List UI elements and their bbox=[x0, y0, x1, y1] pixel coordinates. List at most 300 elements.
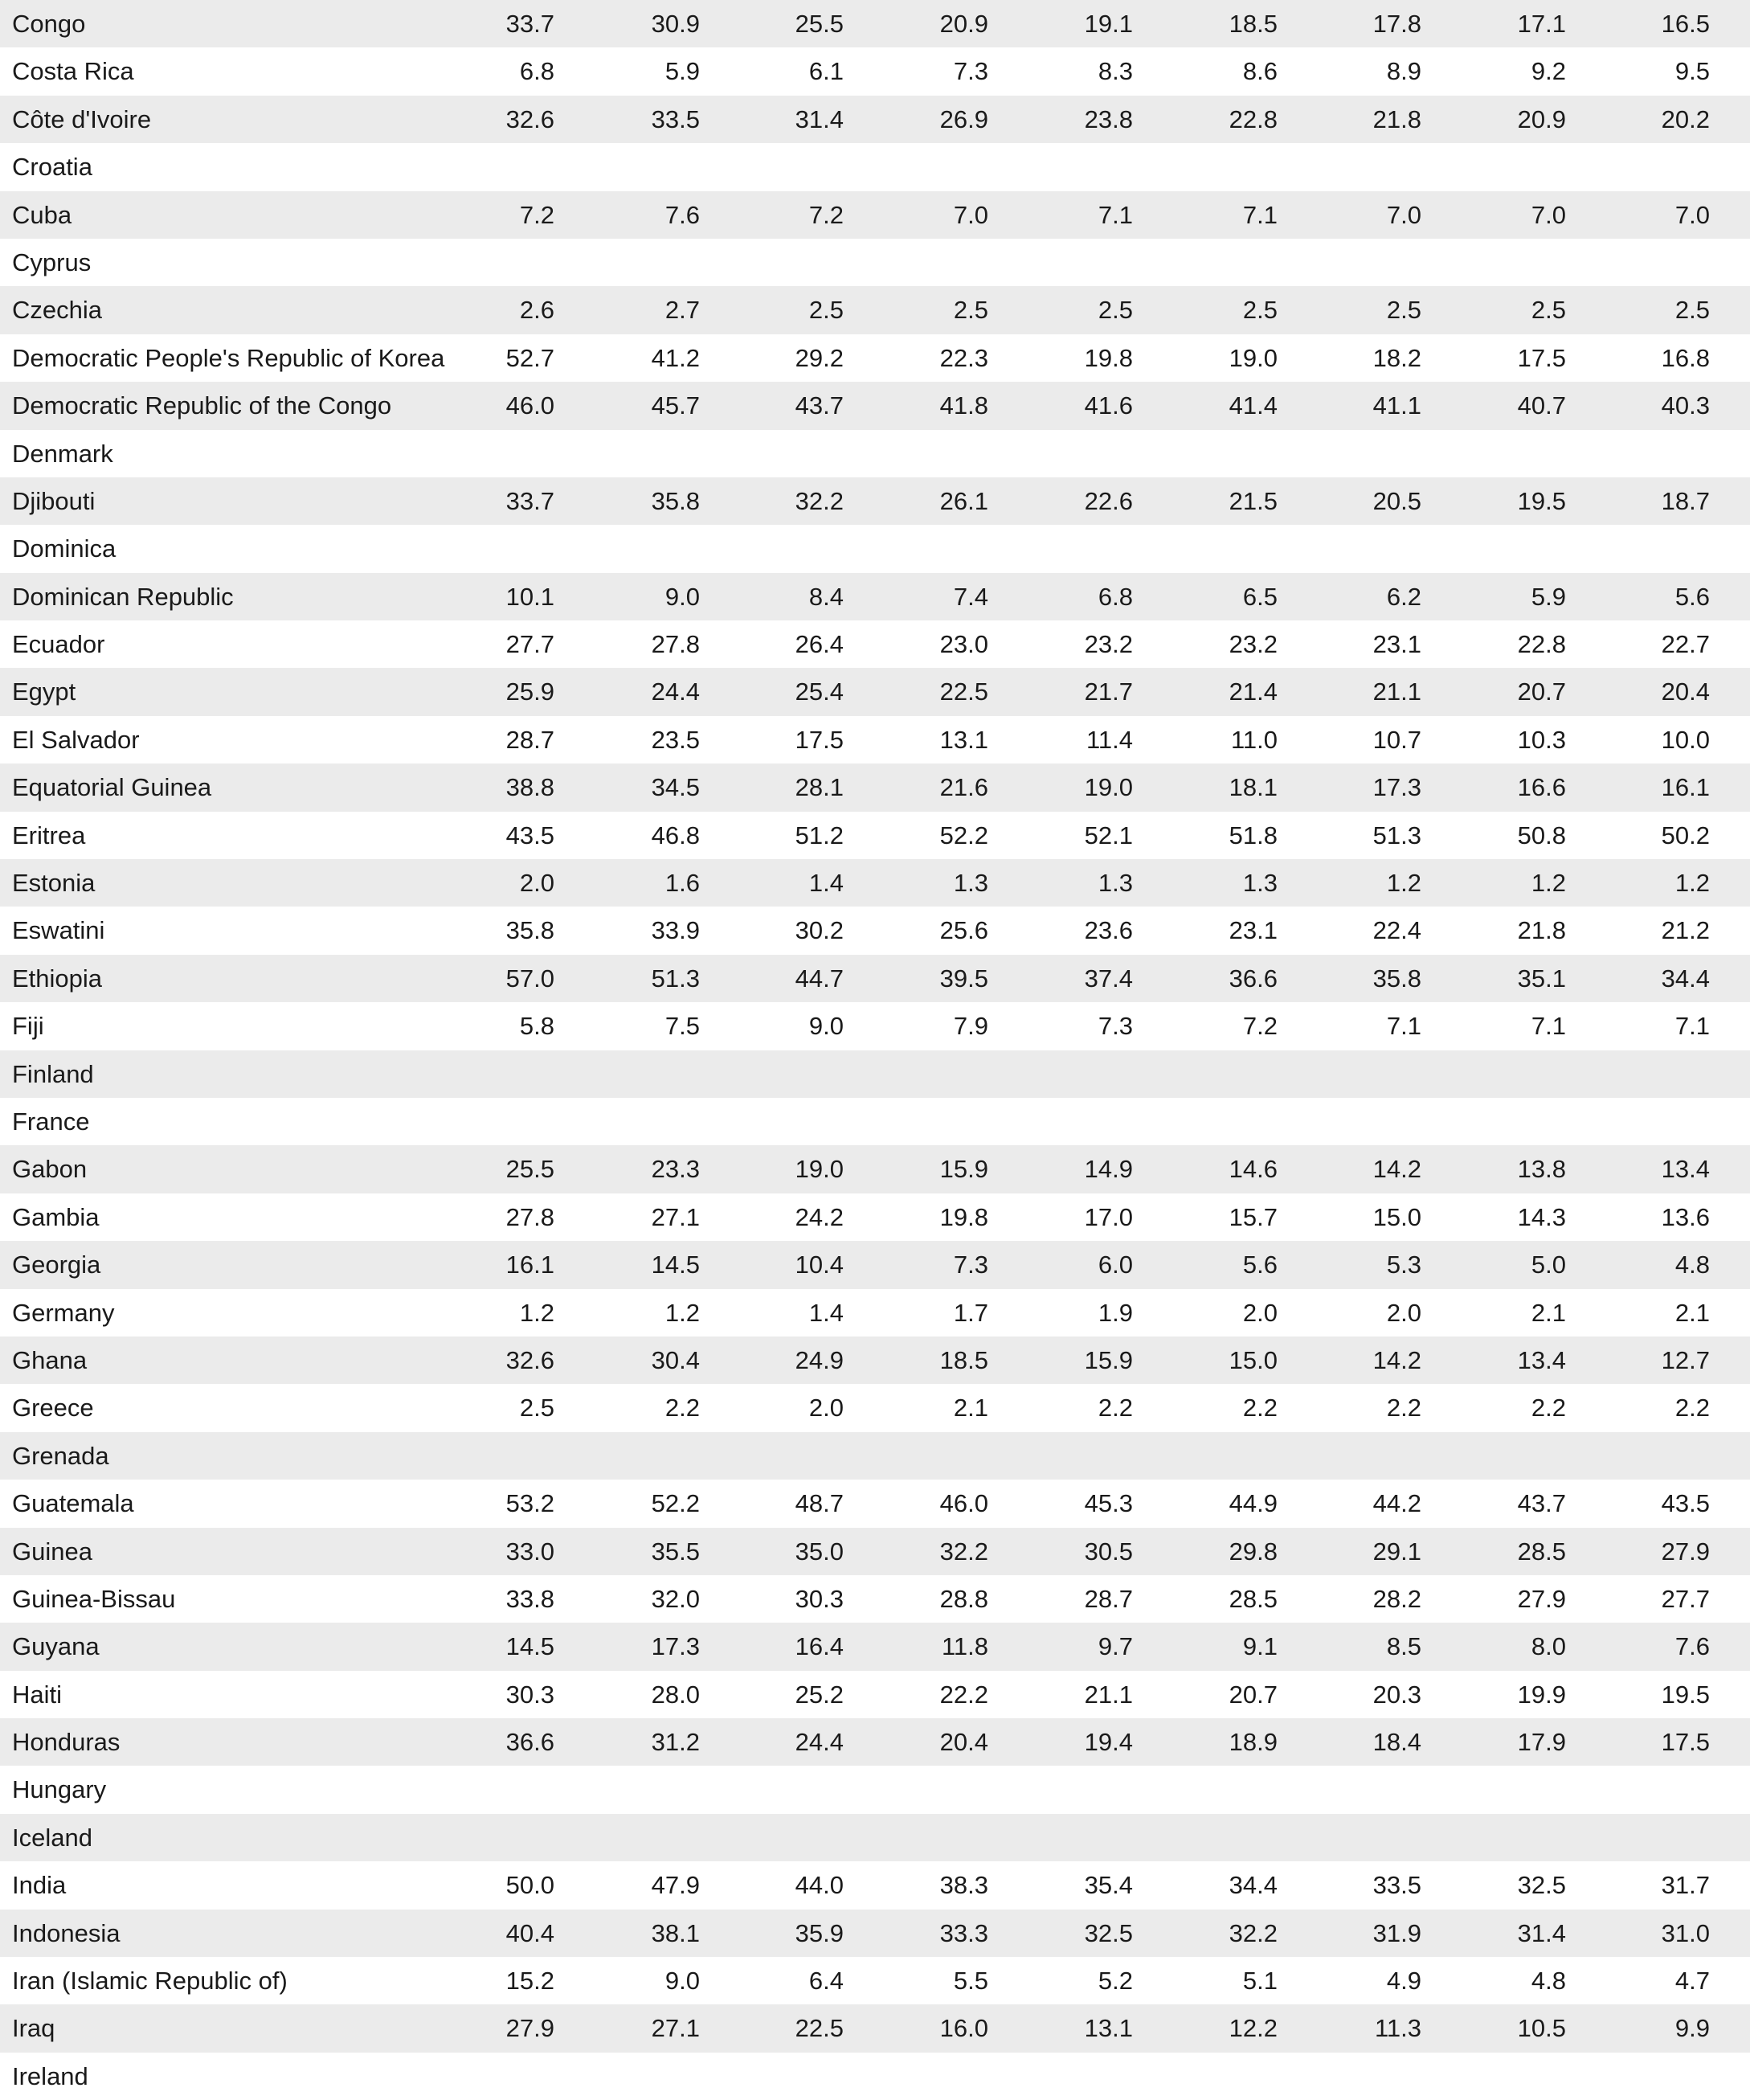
value-cell: 7.1 bbox=[1242, 200, 1278, 229]
country-name: India bbox=[12, 1871, 67, 1900]
table-row bbox=[0, 1098, 1750, 1145]
value-cell: 9.7 bbox=[1098, 1632, 1133, 1661]
country-name: Cyprus bbox=[12, 248, 92, 276]
value-cell: 22.3 bbox=[939, 343, 988, 372]
value-cell: 2.5 bbox=[1242, 296, 1278, 325]
value-cell: 19.0 bbox=[1084, 773, 1133, 802]
value-cell: 27.8 bbox=[651, 630, 700, 659]
country-name: Dominica bbox=[12, 534, 117, 563]
value-cell: 5.1 bbox=[1242, 1967, 1278, 1996]
country-name: Fiji bbox=[12, 1012, 44, 1041]
table-row bbox=[0, 812, 1750, 859]
country-name: Georgia bbox=[12, 1251, 101, 1279]
value-cell: 15.9 bbox=[939, 1155, 988, 1184]
value-cell bbox=[1012, 2053, 1133, 2100]
value-cell bbox=[723, 2053, 844, 2100]
value-cell: 4.8 bbox=[1531, 1967, 1566, 1996]
value-cell bbox=[579, 1766, 700, 1813]
value-cell: 34.4 bbox=[1661, 964, 1710, 993]
value-cell bbox=[1012, 1432, 1133, 1480]
value-cell: 35.8 bbox=[651, 486, 700, 515]
value-cell: 19.8 bbox=[939, 1202, 988, 1231]
value-cell: 36.6 bbox=[1229, 964, 1278, 993]
value-cell bbox=[868, 143, 988, 190]
table-row bbox=[0, 1050, 1750, 1098]
value-cell: 11.3 bbox=[1374, 2014, 1421, 2043]
value-cell: 36.6 bbox=[505, 1728, 554, 1757]
value-cell: 32.0 bbox=[651, 1584, 700, 1613]
value-cell: 20.9 bbox=[939, 10, 988, 38]
value-cell: 44.0 bbox=[795, 1871, 844, 1900]
value-cell: 45.7 bbox=[651, 391, 700, 420]
value-cell: 51.3 bbox=[651, 964, 700, 993]
value-cell bbox=[1012, 143, 1133, 190]
table-row bbox=[0, 1957, 1750, 2004]
value-cell: 32.2 bbox=[795, 486, 844, 515]
value-cell: 2.2 bbox=[1242, 1394, 1278, 1423]
value-cell: 23.6 bbox=[1084, 916, 1133, 945]
table-row bbox=[0, 47, 1750, 95]
country-name: Guinea bbox=[12, 1537, 92, 1566]
country-name: Costa Rica bbox=[12, 57, 134, 86]
country-name: Eswatini bbox=[12, 916, 105, 945]
value-cell: 1.7 bbox=[953, 1298, 988, 1327]
value-cell: 13.4 bbox=[1517, 1345, 1566, 1374]
table-row bbox=[0, 1623, 1750, 1670]
value-cell: 10.4 bbox=[795, 1251, 844, 1279]
table-row bbox=[0, 620, 1750, 668]
value-cell: 17.1 bbox=[1517, 10, 1566, 38]
value-cell: 18.4 bbox=[1372, 1728, 1421, 1757]
value-cell: 5.9 bbox=[1531, 582, 1566, 611]
value-cell: 15.2 bbox=[505, 1967, 554, 1996]
value-cell: 27.7 bbox=[1661, 1584, 1710, 1613]
value-cell: 11.4 bbox=[1086, 725, 1133, 754]
value-cell bbox=[723, 1814, 844, 1861]
value-cell: 1.2 bbox=[519, 1298, 554, 1327]
value-cell: 7.0 bbox=[1674, 200, 1710, 229]
value-cell bbox=[868, 430, 988, 477]
country-name: Ethiopia bbox=[12, 964, 103, 993]
value-cell: 17.5 bbox=[795, 725, 844, 754]
value-cell bbox=[868, 1098, 988, 1145]
value-cell: 26.4 bbox=[795, 630, 844, 659]
country-name: Finland bbox=[12, 1059, 94, 1088]
value-cell: 1.3 bbox=[1242, 869, 1278, 898]
value-cell: 8.9 bbox=[1386, 57, 1421, 86]
value-cell: 20.4 bbox=[939, 1728, 988, 1757]
value-cell: 41.8 bbox=[939, 391, 988, 420]
value-cell: 2.1 bbox=[953, 1394, 988, 1423]
value-cell: 43.5 bbox=[505, 821, 554, 849]
value-cell bbox=[1157, 1814, 1278, 1861]
value-cell: 5.6 bbox=[1674, 582, 1710, 611]
value-cell: 9.5 bbox=[1674, 57, 1710, 86]
value-cell: 5.0 bbox=[1531, 1251, 1566, 1279]
value-cell bbox=[1301, 430, 1421, 477]
value-cell: 18.9 bbox=[1229, 1728, 1278, 1757]
value-cell bbox=[1157, 1098, 1278, 1145]
value-cell: 17.3 bbox=[651, 1632, 700, 1661]
value-cell: 44.2 bbox=[1372, 1489, 1421, 1518]
value-cell bbox=[1012, 1050, 1133, 1098]
value-cell bbox=[1157, 1432, 1278, 1480]
value-cell bbox=[1157, 1050, 1278, 1098]
country-name: Guinea-Bissau bbox=[12, 1584, 176, 1613]
value-cell: 38.1 bbox=[651, 1918, 700, 1947]
table-row bbox=[0, 239, 1750, 286]
value-cell: 30.3 bbox=[795, 1584, 844, 1613]
table-row bbox=[0, 1337, 1750, 1384]
value-cell: 7.0 bbox=[1531, 200, 1566, 229]
value-cell bbox=[1589, 1098, 1710, 1145]
value-cell: 44.9 bbox=[1229, 1489, 1278, 1518]
value-cell bbox=[579, 1098, 700, 1145]
value-cell bbox=[1157, 430, 1278, 477]
value-cell bbox=[1301, 525, 1421, 572]
value-cell: 23.0 bbox=[939, 630, 988, 659]
value-cell: 12.7 bbox=[1661, 1345, 1710, 1374]
value-cell bbox=[1301, 1432, 1421, 1480]
value-cell: 15.7 bbox=[1229, 1202, 1278, 1231]
value-cell bbox=[868, 1766, 988, 1813]
value-cell: 25.2 bbox=[795, 1680, 844, 1709]
table-row bbox=[0, 1480, 1750, 1527]
table-row bbox=[0, 1384, 1750, 1431]
value-cell: 14.5 bbox=[651, 1251, 700, 1279]
value-cell: 10.1 bbox=[505, 582, 554, 611]
table-row bbox=[0, 2053, 1750, 2100]
value-cell: 40.7 bbox=[1517, 391, 1566, 420]
value-cell: 33.5 bbox=[651, 104, 700, 133]
value-cell: 23.3 bbox=[651, 1155, 700, 1184]
value-cell: 31.2 bbox=[651, 1728, 700, 1757]
value-cell: 21.2 bbox=[1661, 916, 1710, 945]
value-cell: 10.5 bbox=[1517, 2014, 1566, 2043]
country-name: Eritrea bbox=[12, 821, 86, 849]
value-cell bbox=[1301, 143, 1421, 190]
value-cell: 24.2 bbox=[795, 1202, 844, 1231]
value-cell: 33.5 bbox=[1372, 1871, 1421, 1900]
value-cell: 53.2 bbox=[505, 1489, 554, 1518]
table-row bbox=[0, 1289, 1750, 1337]
value-cell: 12.2 bbox=[1229, 2014, 1278, 2043]
table-row bbox=[0, 668, 1750, 715]
value-cell: 19.5 bbox=[1661, 1680, 1710, 1709]
value-cell: 13.1 bbox=[1084, 2014, 1133, 2043]
value-cell: 13.4 bbox=[1661, 1155, 1710, 1184]
value-cell: 5.6 bbox=[1242, 1251, 1278, 1279]
value-cell: 22.5 bbox=[939, 677, 988, 706]
country-name: Cuba bbox=[12, 200, 72, 229]
table-row bbox=[0, 859, 1750, 907]
value-cell: 19.8 bbox=[1084, 343, 1133, 372]
value-cell: 4.8 bbox=[1674, 1251, 1710, 1279]
value-cell: 15.0 bbox=[1229, 1345, 1278, 1374]
value-cell bbox=[868, 1814, 988, 1861]
value-cell: 51.3 bbox=[1372, 821, 1421, 849]
value-cell bbox=[1157, 239, 1278, 286]
value-cell: 41.4 bbox=[1229, 391, 1278, 420]
value-cell: 33.9 bbox=[651, 916, 700, 945]
value-cell: 32.5 bbox=[1517, 1871, 1566, 1900]
table-row bbox=[0, 2004, 1750, 2052]
value-cell: 19.5 bbox=[1517, 486, 1566, 515]
table-row bbox=[0, 525, 1750, 572]
value-cell: 28.7 bbox=[1084, 1584, 1133, 1613]
value-cell: 16.8 bbox=[1661, 343, 1710, 372]
value-cell: 1.4 bbox=[808, 1298, 844, 1327]
table-row bbox=[0, 1671, 1750, 1718]
value-cell: 2.6 bbox=[519, 296, 554, 325]
table-row bbox=[0, 1432, 1750, 1480]
value-cell: 14.5 bbox=[505, 1632, 554, 1661]
value-cell: 30.5 bbox=[1084, 1537, 1133, 1566]
value-cell: 13.6 bbox=[1661, 1202, 1710, 1231]
value-cell: 21.4 bbox=[1229, 677, 1278, 706]
value-cell: 16.1 bbox=[1661, 773, 1710, 802]
country-name: Côte d'Ivoire bbox=[12, 104, 152, 133]
value-cell: 4.9 bbox=[1386, 1967, 1421, 1996]
value-cell: 45.3 bbox=[1084, 1489, 1133, 1518]
value-cell bbox=[1301, 239, 1421, 286]
table-row bbox=[0, 907, 1750, 954]
value-cell: 7.1 bbox=[1386, 1012, 1421, 1041]
value-cell bbox=[1012, 239, 1133, 286]
value-cell bbox=[1445, 143, 1566, 190]
value-cell: 8.5 bbox=[1386, 1632, 1421, 1661]
value-cell: 31.4 bbox=[1517, 1918, 1566, 1947]
value-cell: 17.3 bbox=[1372, 773, 1421, 802]
value-cell: 44.7 bbox=[795, 964, 844, 993]
value-cell bbox=[1012, 1814, 1133, 1861]
value-cell bbox=[723, 1098, 844, 1145]
table-row bbox=[0, 382, 1750, 429]
value-cell: 37.4 bbox=[1084, 964, 1133, 993]
value-cell: 2.7 bbox=[664, 296, 700, 325]
value-cell: 1.2 bbox=[1531, 869, 1566, 898]
value-cell: 21.8 bbox=[1517, 916, 1566, 945]
value-cell: 23.1 bbox=[1229, 916, 1278, 945]
value-cell bbox=[1589, 525, 1710, 572]
value-cell bbox=[868, 1050, 988, 1098]
value-cell: 30.2 bbox=[795, 916, 844, 945]
value-cell bbox=[868, 1432, 988, 1480]
value-cell: 9.0 bbox=[664, 1967, 700, 1996]
value-cell bbox=[1012, 1098, 1133, 1145]
table-row bbox=[0, 1861, 1750, 1909]
value-cell: 38.8 bbox=[505, 773, 554, 802]
value-cell: 2.5 bbox=[808, 296, 844, 325]
value-cell: 2.5 bbox=[1531, 296, 1566, 325]
value-cell: 51.8 bbox=[1229, 821, 1278, 849]
value-cell: 2.5 bbox=[1098, 296, 1133, 325]
value-cell bbox=[434, 2053, 554, 2100]
value-cell: 25.5 bbox=[795, 10, 844, 38]
value-cell: 14.6 bbox=[1229, 1155, 1278, 1184]
value-cell: 19.9 bbox=[1517, 1680, 1566, 1709]
value-cell bbox=[579, 525, 700, 572]
value-cell: 41.2 bbox=[651, 343, 700, 372]
value-cell: 9.1 bbox=[1242, 1632, 1278, 1661]
value-cell: 9.0 bbox=[664, 582, 700, 611]
value-cell: 43.5 bbox=[1661, 1489, 1710, 1518]
value-cell bbox=[1589, 1050, 1710, 1098]
value-cell: 17.5 bbox=[1517, 343, 1566, 372]
value-cell: 25.4 bbox=[795, 677, 844, 706]
value-cell: 2.5 bbox=[1386, 296, 1421, 325]
value-cell bbox=[434, 143, 554, 190]
value-cell: 13.1 bbox=[939, 725, 988, 754]
value-cell: 20.7 bbox=[1229, 1680, 1278, 1709]
value-cell: 6.1 bbox=[808, 57, 844, 86]
value-cell: 21.1 bbox=[1372, 677, 1421, 706]
value-cell bbox=[1445, 1766, 1566, 1813]
table-row bbox=[0, 955, 1750, 1002]
value-cell: 31.9 bbox=[1372, 1918, 1421, 1947]
value-cell: 2.5 bbox=[1674, 296, 1710, 325]
value-cell: 18.5 bbox=[939, 1345, 988, 1374]
value-cell: 35.5 bbox=[651, 1537, 700, 1566]
table-row bbox=[0, 334, 1750, 382]
value-cell: 23.2 bbox=[1229, 630, 1278, 659]
country-name: Gambia bbox=[12, 1202, 100, 1231]
value-cell: 28.7 bbox=[505, 725, 554, 754]
value-cell: 33.7 bbox=[505, 486, 554, 515]
table-row bbox=[0, 0, 1750, 47]
value-cell: 14.2 bbox=[1372, 1345, 1421, 1374]
value-cell: 27.1 bbox=[651, 1202, 700, 1231]
value-cell: 7.1 bbox=[1098, 200, 1133, 229]
value-cell bbox=[723, 1432, 844, 1480]
value-cell bbox=[1445, 1050, 1566, 1098]
value-cell: 32.5 bbox=[1084, 1918, 1133, 1947]
value-cell: 1.3 bbox=[1098, 869, 1133, 898]
value-cell: 22.2 bbox=[939, 1680, 988, 1709]
value-cell bbox=[434, 1814, 554, 1861]
table-row bbox=[0, 763, 1750, 811]
value-cell: 23.1 bbox=[1372, 630, 1421, 659]
value-cell: 18.1 bbox=[1229, 773, 1278, 802]
value-cell: 6.8 bbox=[519, 57, 554, 86]
value-cell: 5.5 bbox=[953, 1967, 988, 1996]
value-cell: 13.8 bbox=[1517, 1155, 1566, 1184]
value-cell: 46.0 bbox=[939, 1489, 988, 1518]
value-cell bbox=[434, 1766, 554, 1813]
value-cell: 17.5 bbox=[1661, 1728, 1710, 1757]
value-cell: 2.2 bbox=[664, 1394, 700, 1423]
value-cell bbox=[579, 239, 700, 286]
value-cell: 7.2 bbox=[519, 200, 554, 229]
value-cell: 27.1 bbox=[651, 2014, 700, 2043]
value-cell bbox=[1589, 1432, 1710, 1480]
value-cell bbox=[1589, 143, 1710, 190]
value-cell: 7.4 bbox=[953, 582, 988, 611]
value-cell bbox=[1012, 525, 1133, 572]
value-cell: 6.8 bbox=[1098, 582, 1133, 611]
value-cell: 17.0 bbox=[1084, 1202, 1133, 1231]
value-cell: 10.3 bbox=[1517, 725, 1566, 754]
value-cell: 2.0 bbox=[1386, 1298, 1421, 1327]
table-row bbox=[0, 1910, 1750, 1957]
value-cell: 31.0 bbox=[1661, 1918, 1710, 1947]
country-name: Gabon bbox=[12, 1155, 88, 1184]
value-cell: 10.7 bbox=[1372, 725, 1421, 754]
value-cell: 6.4 bbox=[808, 1967, 844, 1996]
value-cell: 9.0 bbox=[808, 1012, 844, 1041]
value-cell: 18.5 bbox=[1229, 10, 1278, 38]
value-cell bbox=[579, 1814, 700, 1861]
value-cell: 19.4 bbox=[1084, 1728, 1133, 1757]
value-cell: 6.5 bbox=[1242, 582, 1278, 611]
country-name: Djibouti bbox=[12, 486, 96, 515]
country-name: Hungary bbox=[12, 1775, 107, 1804]
value-cell: 24.4 bbox=[795, 1728, 844, 1757]
value-cell: 43.7 bbox=[1517, 1489, 1566, 1518]
value-cell: 1.2 bbox=[1386, 869, 1421, 898]
country-name: Croatia bbox=[12, 153, 92, 182]
value-cell: 19.1 bbox=[1084, 10, 1133, 38]
value-cell bbox=[1445, 2053, 1566, 2100]
value-cell: 20.5 bbox=[1372, 486, 1421, 515]
table-row bbox=[0, 1528, 1750, 1575]
value-cell: 40.4 bbox=[505, 1918, 554, 1947]
value-cell: 29.2 bbox=[795, 343, 844, 372]
value-cell: 28.2 bbox=[1372, 1584, 1421, 1613]
table-row bbox=[0, 430, 1750, 477]
value-cell: 35.4 bbox=[1084, 1871, 1133, 1900]
value-cell: 6.0 bbox=[1098, 1251, 1133, 1279]
value-cell: 21.6 bbox=[939, 773, 988, 802]
value-cell: 29.8 bbox=[1229, 1537, 1278, 1566]
value-cell: 30.3 bbox=[505, 1680, 554, 1709]
value-cell: 7.1 bbox=[1531, 1012, 1566, 1041]
value-cell: 19.0 bbox=[1229, 343, 1278, 372]
value-cell: 7.3 bbox=[953, 1251, 988, 1279]
value-cell bbox=[434, 1432, 554, 1480]
value-cell: 27.9 bbox=[1661, 1537, 1710, 1566]
value-cell bbox=[723, 430, 844, 477]
value-cell bbox=[1301, 2053, 1421, 2100]
value-cell: 1.4 bbox=[808, 869, 844, 898]
value-cell bbox=[1157, 2053, 1278, 2100]
value-cell bbox=[579, 143, 700, 190]
value-cell: 19.0 bbox=[795, 1155, 844, 1184]
value-cell: 22.8 bbox=[1517, 630, 1566, 659]
value-cell: 22.4 bbox=[1372, 916, 1421, 945]
table-row bbox=[0, 1766, 1750, 1813]
value-cell: 24.9 bbox=[795, 1345, 844, 1374]
value-cell bbox=[723, 1050, 844, 1098]
value-cell: 4.7 bbox=[1674, 1967, 1710, 1996]
value-cell bbox=[723, 525, 844, 572]
value-cell: 28.8 bbox=[939, 1584, 988, 1613]
table-row bbox=[0, 573, 1750, 620]
value-cell: 52.1 bbox=[1084, 821, 1133, 849]
value-cell bbox=[1157, 143, 1278, 190]
country-name: France bbox=[12, 1107, 90, 1136]
value-cell: 7.6 bbox=[1674, 1632, 1710, 1661]
value-cell: 50.2 bbox=[1661, 821, 1710, 849]
value-cell bbox=[1589, 1814, 1710, 1861]
value-cell: 14.9 bbox=[1084, 1155, 1133, 1184]
value-cell: 33.7 bbox=[505, 10, 554, 38]
value-cell: 35.8 bbox=[1372, 964, 1421, 993]
value-cell: 26.1 bbox=[939, 486, 988, 515]
value-cell: 7.9 bbox=[953, 1012, 988, 1041]
table-row bbox=[0, 1718, 1750, 1766]
value-cell: 46.8 bbox=[651, 821, 700, 849]
